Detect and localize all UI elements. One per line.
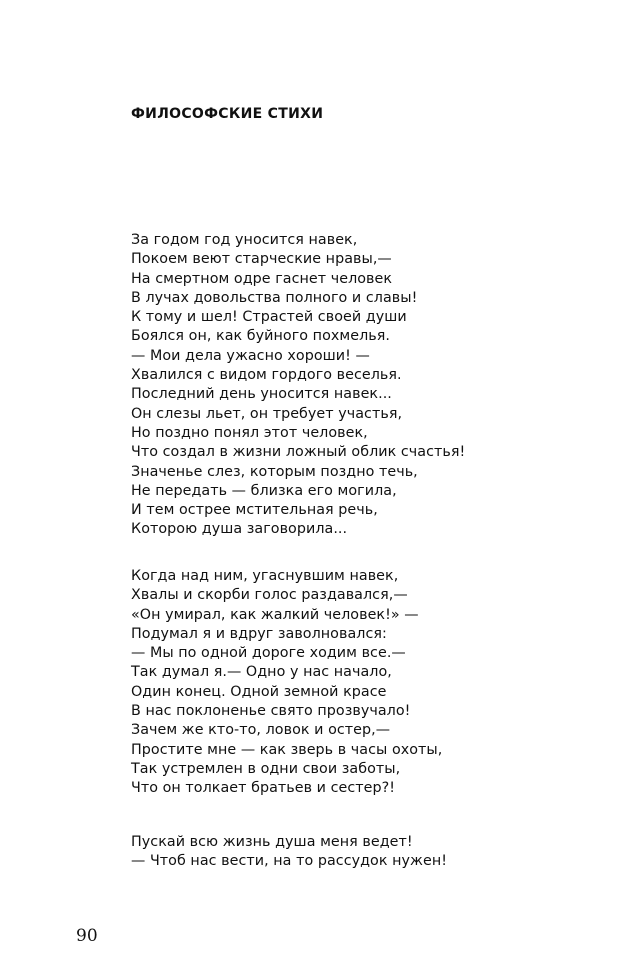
poem-line: За годом год уносится навек, xyxy=(131,232,358,248)
poem-line: «Он умирал, как жалкий человек!» — xyxy=(131,606,419,623)
poem-line: Хвалы и скорби голос раздавался,— xyxy=(131,587,408,604)
poem-line: И тем острее мстительная речь, xyxy=(131,502,378,519)
poem-line: — Мои дела ужасно хороши! — xyxy=(131,347,370,364)
poem-line: Покоем веют старческие нравы,— xyxy=(131,251,392,268)
poem-line: Один конец. Одной земной красе xyxy=(131,683,387,700)
poem-line: В лучах довольства полного и славы! xyxy=(131,289,418,306)
poem-line: На смертном одре гаснет человек xyxy=(131,270,393,287)
poem-line: Когда над ним, угаснувшим навек, xyxy=(131,568,399,584)
poem-line: Зачем же кто-то, ловок и остер,— xyxy=(131,722,391,739)
stanza-3 xyxy=(131,833,447,872)
poem-line: Подумал я и вдруг заволновался: xyxy=(131,625,387,642)
poem-line: Хвалился с видом гордого веселья. xyxy=(131,367,402,384)
poem-line: Так думал я.— Одно у нас начало, xyxy=(131,664,392,681)
poem-line: В нас поклоненье свято прозвучало! xyxy=(131,703,411,720)
poem-line: Что создал в жизни ложный облик счастья! xyxy=(131,444,466,461)
poem-line: Но поздно понял этот человек, xyxy=(131,424,368,441)
stanza-1 xyxy=(131,231,465,540)
poem-line: Пускай всю жизнь душа меня ведет! xyxy=(131,834,413,850)
poem-line: Что он толкает братьев и сестер?! xyxy=(131,780,396,797)
stanza-2 xyxy=(131,567,442,799)
poem-line: Последний день уносится навек... xyxy=(131,386,392,403)
poem-line: — Чтоб нас вести, на то рассудок нужен! xyxy=(131,853,447,870)
poem-line: Он слезы льет, он требует участья, xyxy=(131,405,403,422)
poem-line: — Мы по одной дороге ходим все.— xyxy=(131,645,406,662)
poem-line: Которою душа заговорила... xyxy=(131,521,348,538)
poem-line: Не передать — близка его могила, xyxy=(131,482,397,499)
poem-line: Значенье слез, которым поздно течь, xyxy=(131,463,418,480)
poem-line: К тому и шел! Страстей своей души xyxy=(131,309,407,326)
poem-line: Так устремлен в одни свои заботы, xyxy=(131,760,401,777)
section-title: ФИЛОСОФСКИЕ СТИХИ xyxy=(131,106,324,122)
poem-line: Простите мне — как зверь в часы охоты, xyxy=(131,741,443,758)
poem-line: Боялся он, как буйного похмелья. xyxy=(131,328,390,345)
page-number: 90 xyxy=(76,926,98,946)
